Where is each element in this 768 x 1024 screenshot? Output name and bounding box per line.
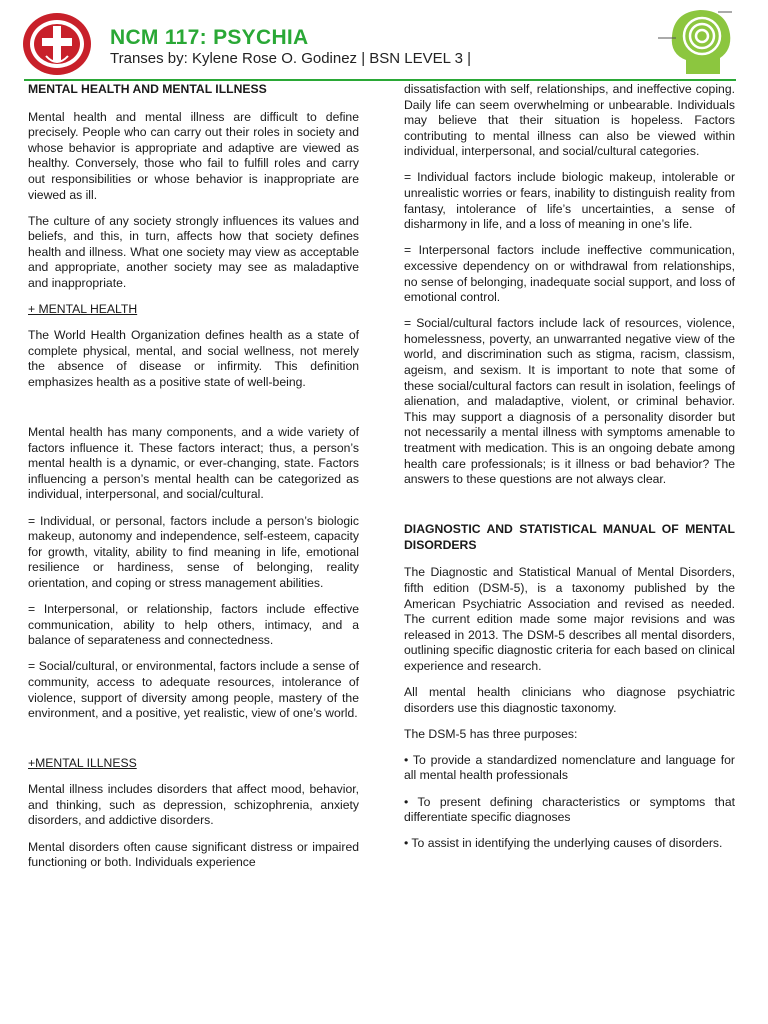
subsection-heading: + MENTAL HEALTH [28, 302, 138, 317]
left-column [28, 82, 359, 881]
head-maze-icon [656, 4, 746, 78]
paragraph: = Social/cultural, or environmental, factors include a sense of community, access to adequate resources, intolerance of violence, support of diversity among people, mastery of the environment, and a positive, yet realistic, view of one’s world. [28, 659, 359, 721]
paragraph: = Interpersonal, or relationship, factors include effective communication, ability to help others, intimacy, and a balance of separateness and connectedness. [28, 602, 359, 648]
paragraph: = Social/cultural factors include lack of resources, violence, homelessness, poverty, an unwarranted negative view of the world, and discrimination such as stigma, racism, classism, ageism, and sexism. It is important to note that some of these social/cultural factors can result in isolation, feelings of alienation, and maladaptive, violent, or criminal behavior. This may support a diagnosis of a personality disorder but not necessarily a mental illness with symptoms amenable to treatment with medication. This is an ongoing debate among health care professionals; is it illness or bad behavior? The answers to these questions are not always clear. [404, 316, 735, 487]
section-heading: DIAGNOSTIC AND STATISTICAL MANUAL OF MENTAL DISORDERS [404, 522, 735, 552]
paragraph: The World Health Organization defines health as a state of complete physical, mental, and social wellness, not merely the absence of disease or infirmity. This definition emphasizes health as a positive state of well-being. [28, 328, 359, 389]
bullet-item: • To assist in identifying the underlying causes of disorders. [404, 836, 723, 851]
paragraph: All mental health clinicians who diagnose psychiatric disorders use this diagnostic taxonomy. [404, 685, 735, 715]
bullet-item: • To provide a standardized nomenclature and language for all mental health professionals [404, 752, 735, 783]
header-divider [24, 79, 736, 81]
paragraph: Mental disorders often cause significant distress or impaired functioning or both. Individuals experience [28, 839, 359, 870]
paragraph: Mental illness includes disorders that affect mood, behavior, and thinking, such as depression, schizophrenia, anxiety disorders, and addictive disorders. [28, 782, 359, 828]
page-header [0, 0, 768, 84]
paragraph: dissatisfaction with self, relationships, and ineffective coping. Daily life can seem overwhelming or unbearable. Individuals may believe that their situation is hopeless. Factors contributing to mental illness can also be viewed within individual, interpersonal, and social/cultural categories. [404, 82, 735, 159]
paragraph: = Individual, or personal, factors include a person’s biologic makeup, autonomy and independence, self-esteem, capacity for growth, vitality, ability to find meaning in life, emotional resilience or hardiness, sense of belonging, reality orientation, and coping or stress management abilities. [28, 513, 359, 590]
subsection-heading: +MENTAL ILLNESS [28, 756, 137, 771]
paragraph: = Individual factors include biologic makeup, intolerable or unrealistic worries or fears, inability to distinguish reality from fantasy, intolerance of life’s uncertainties, a sense of disharmony in life, and a loss of meaning in one’s life. [404, 170, 735, 232]
paragraph: The culture of any society strongly influences its values and beliefs, and this, in turn, affects how that society defines health and illness. What one society may view as acceptable and appropriate, another society may see as maladaptive and inappropriate. [28, 213, 359, 291]
section-heading: MENTAL HEALTH AND MENTAL ILLNESS [28, 82, 267, 96]
paragraph: Mental health has many components, and a wide variety of factors influence it. These factors interact; thus, a person’s mental health is a dynamic, or ever-changing, state. Factors influencing a person’s mental health can be categorized as individual, interpersonal, and social/cultural. [28, 425, 359, 502]
bullet-item: • To present defining characteristics or symptoms that differentiate specific diagnoses [404, 794, 735, 825]
right-column [404, 82, 735, 862]
paragraph: The Diagnostic and Statistical Manual of Mental Disorders, fifth edition (DSM-5), is a taxonomy published by the American Psychiatric Association and revised as needed. The current edition made some major revisions and was released in 2013. The DSM-5 describes all mental disorders, outlining specific diagnostic criteria for each based on clinical experience and research. [404, 565, 735, 673]
university-seal-icon [22, 12, 92, 76]
page-title: NCM 117: PSYCHIA [110, 26, 309, 49]
page-subtitle: Transes by: Kylene Rose O. Godinez | BSN LEVEL 3 | [110, 50, 472, 67]
paragraph: = Interpersonal factors include ineffective communication, excessive dependency on or withdrawal from relationships, no sense of belonging, inadequate social support, and loss of emotional control. [404, 243, 735, 305]
paragraph: The DSM-5 has three purposes: [404, 726, 578, 741]
paragraph: Mental health and mental illness are difficult to define precisely. People who can carry out their roles in society and whose behavior is appropriate and adaptive are viewed as healthy. Conversely, those who fail to fulfill roles and carry out responsibilities or whose behavior is inappropriate are viewed as ill. [28, 109, 359, 202]
